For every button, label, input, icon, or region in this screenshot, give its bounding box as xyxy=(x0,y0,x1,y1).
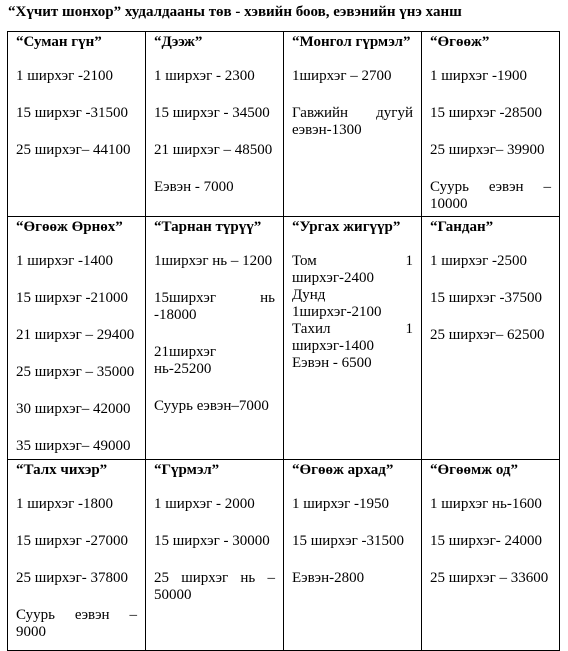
price-line: 1 ширхэг -2100 xyxy=(16,68,113,84)
price-table xyxy=(7,31,560,651)
product-name: “Тарнан түрүү” xyxy=(154,219,262,235)
product-cell-deej xyxy=(146,32,284,217)
product-name: “Өгөөж” xyxy=(430,34,490,50)
product-name: “Гандан” xyxy=(430,219,494,235)
product-name: “Өгөөмж од” xyxy=(430,462,518,478)
price-line: 30 ширхэг– 42000 xyxy=(16,401,131,417)
product-cell-urgah-jiguur xyxy=(284,217,422,460)
table-row xyxy=(8,217,560,460)
price-line: 1 ширхэг нь-1600 xyxy=(430,496,542,512)
price-line: Том 1 ширхэг-2400 xyxy=(292,253,413,286)
price-line: 1 ширхэг -2500 xyxy=(430,253,527,269)
product-cell-gurmel xyxy=(146,460,284,651)
price-line: 15 ширхэг -37500 xyxy=(430,290,542,306)
product-name: “Дээж” xyxy=(154,34,203,50)
price-line: Суурь еэвэн–7000 xyxy=(154,398,269,414)
price-line: 21 ширхэг – 48500 xyxy=(154,142,273,158)
price-line: 21ширхэг нь-25200 xyxy=(154,344,216,377)
product-cell-gandan xyxy=(422,217,560,460)
price-line: 15 ширхэг -28500 xyxy=(430,105,542,121)
price-line: Тахил 1 ширхэг-1400 xyxy=(292,321,413,354)
product-name: “Монгол гүрмэл” xyxy=(292,34,411,50)
price-line: 35 ширхэг– 49000 xyxy=(16,438,131,454)
product-cell-suman-gun xyxy=(8,32,146,217)
price-line: 1ширхэг нь – 1200 xyxy=(154,253,273,269)
price-line: Гавжийн дугуй еэвэн-1300 xyxy=(292,105,413,138)
product-cell-talh-chiher xyxy=(8,460,146,651)
product-name: “Ургах жигүүр” xyxy=(292,219,401,235)
price-line: 1 ширхэг -1400 xyxy=(16,253,113,269)
product-name: “Суман гүн” xyxy=(16,34,102,50)
price-line: 25 ширхэг– 39900 xyxy=(430,142,545,158)
price-line: 15 ширхэг - 30000 xyxy=(154,533,270,549)
price-line: Еэвэн - 6500 xyxy=(292,355,372,371)
price-line: Суурь еэвэн – 9000 xyxy=(16,607,137,640)
price-line: Еэвэн-2800 xyxy=(292,570,365,586)
price-line: 25 ширхэг- 37800 xyxy=(16,570,128,586)
product-cell-ogooj-arhad xyxy=(284,460,422,651)
price-line: 1 ширхэг -1950 xyxy=(292,496,389,512)
price-line: 1 ширхэг -1800 xyxy=(16,496,113,512)
price-line: 25 ширхэг – 33600 xyxy=(430,570,549,586)
product-name: “Гүрмэл” xyxy=(154,462,220,478)
price-line: 25 ширхэг нь – 50000 xyxy=(154,570,275,603)
price-line: 25 ширхэг – 35000 xyxy=(16,364,135,380)
price-line: 1 ширхэг - 2300 xyxy=(154,68,255,84)
price-line: Еэвэн - 7000 xyxy=(154,179,234,195)
document-title: “Хүчит шонхор” худалдааны төв - хэвийн боов, еэвэнийн үнэ ханш xyxy=(8,4,462,20)
price-line: 15 ширхэг -27000 xyxy=(16,533,128,549)
product-cell-ogoomj-od xyxy=(422,460,560,651)
price-line: 1 ширхэг -1900 xyxy=(430,68,527,84)
price-line: 15 ширхэг - 34500 xyxy=(154,105,270,121)
table-row xyxy=(8,32,560,217)
price-line: Дунд 1ширхэг-2100 xyxy=(292,287,382,320)
price-line: 25 ширхэг– 44100 xyxy=(16,142,131,158)
price-line: 15 ширхэг -31500 xyxy=(16,105,128,121)
price-line: 1ширхэг – 2700 xyxy=(292,68,392,84)
price-line: 21 ширхэг – 29400 xyxy=(16,327,135,343)
product-cell-ogooj-ornoh xyxy=(8,217,146,460)
price-line: 15 ширхэг- 24000 xyxy=(430,533,542,549)
price-line: 15 ширхэг -31500 xyxy=(292,533,404,549)
table-row xyxy=(8,460,560,651)
price-line: 15 ширхэг -21000 xyxy=(16,290,128,306)
product-name: “Өгөөж архад” xyxy=(292,462,394,478)
price-line: 25 ширхэг– 62500 xyxy=(430,327,545,343)
price-line: 15ширхэг нь -18000 xyxy=(154,290,275,323)
price-line: Суурь еэвэн – 10000 xyxy=(430,179,551,212)
product-cell-mongol-gurmel xyxy=(284,32,422,217)
product-name: “Талх чихэр” xyxy=(16,462,108,478)
product-cell-ogooj xyxy=(422,32,560,217)
price-line: 1 ширхэг - 2000 xyxy=(154,496,255,512)
product-name: “Өгөөж Өрнөх” xyxy=(16,219,123,235)
product-cell-tarnan-turuu xyxy=(146,217,284,460)
